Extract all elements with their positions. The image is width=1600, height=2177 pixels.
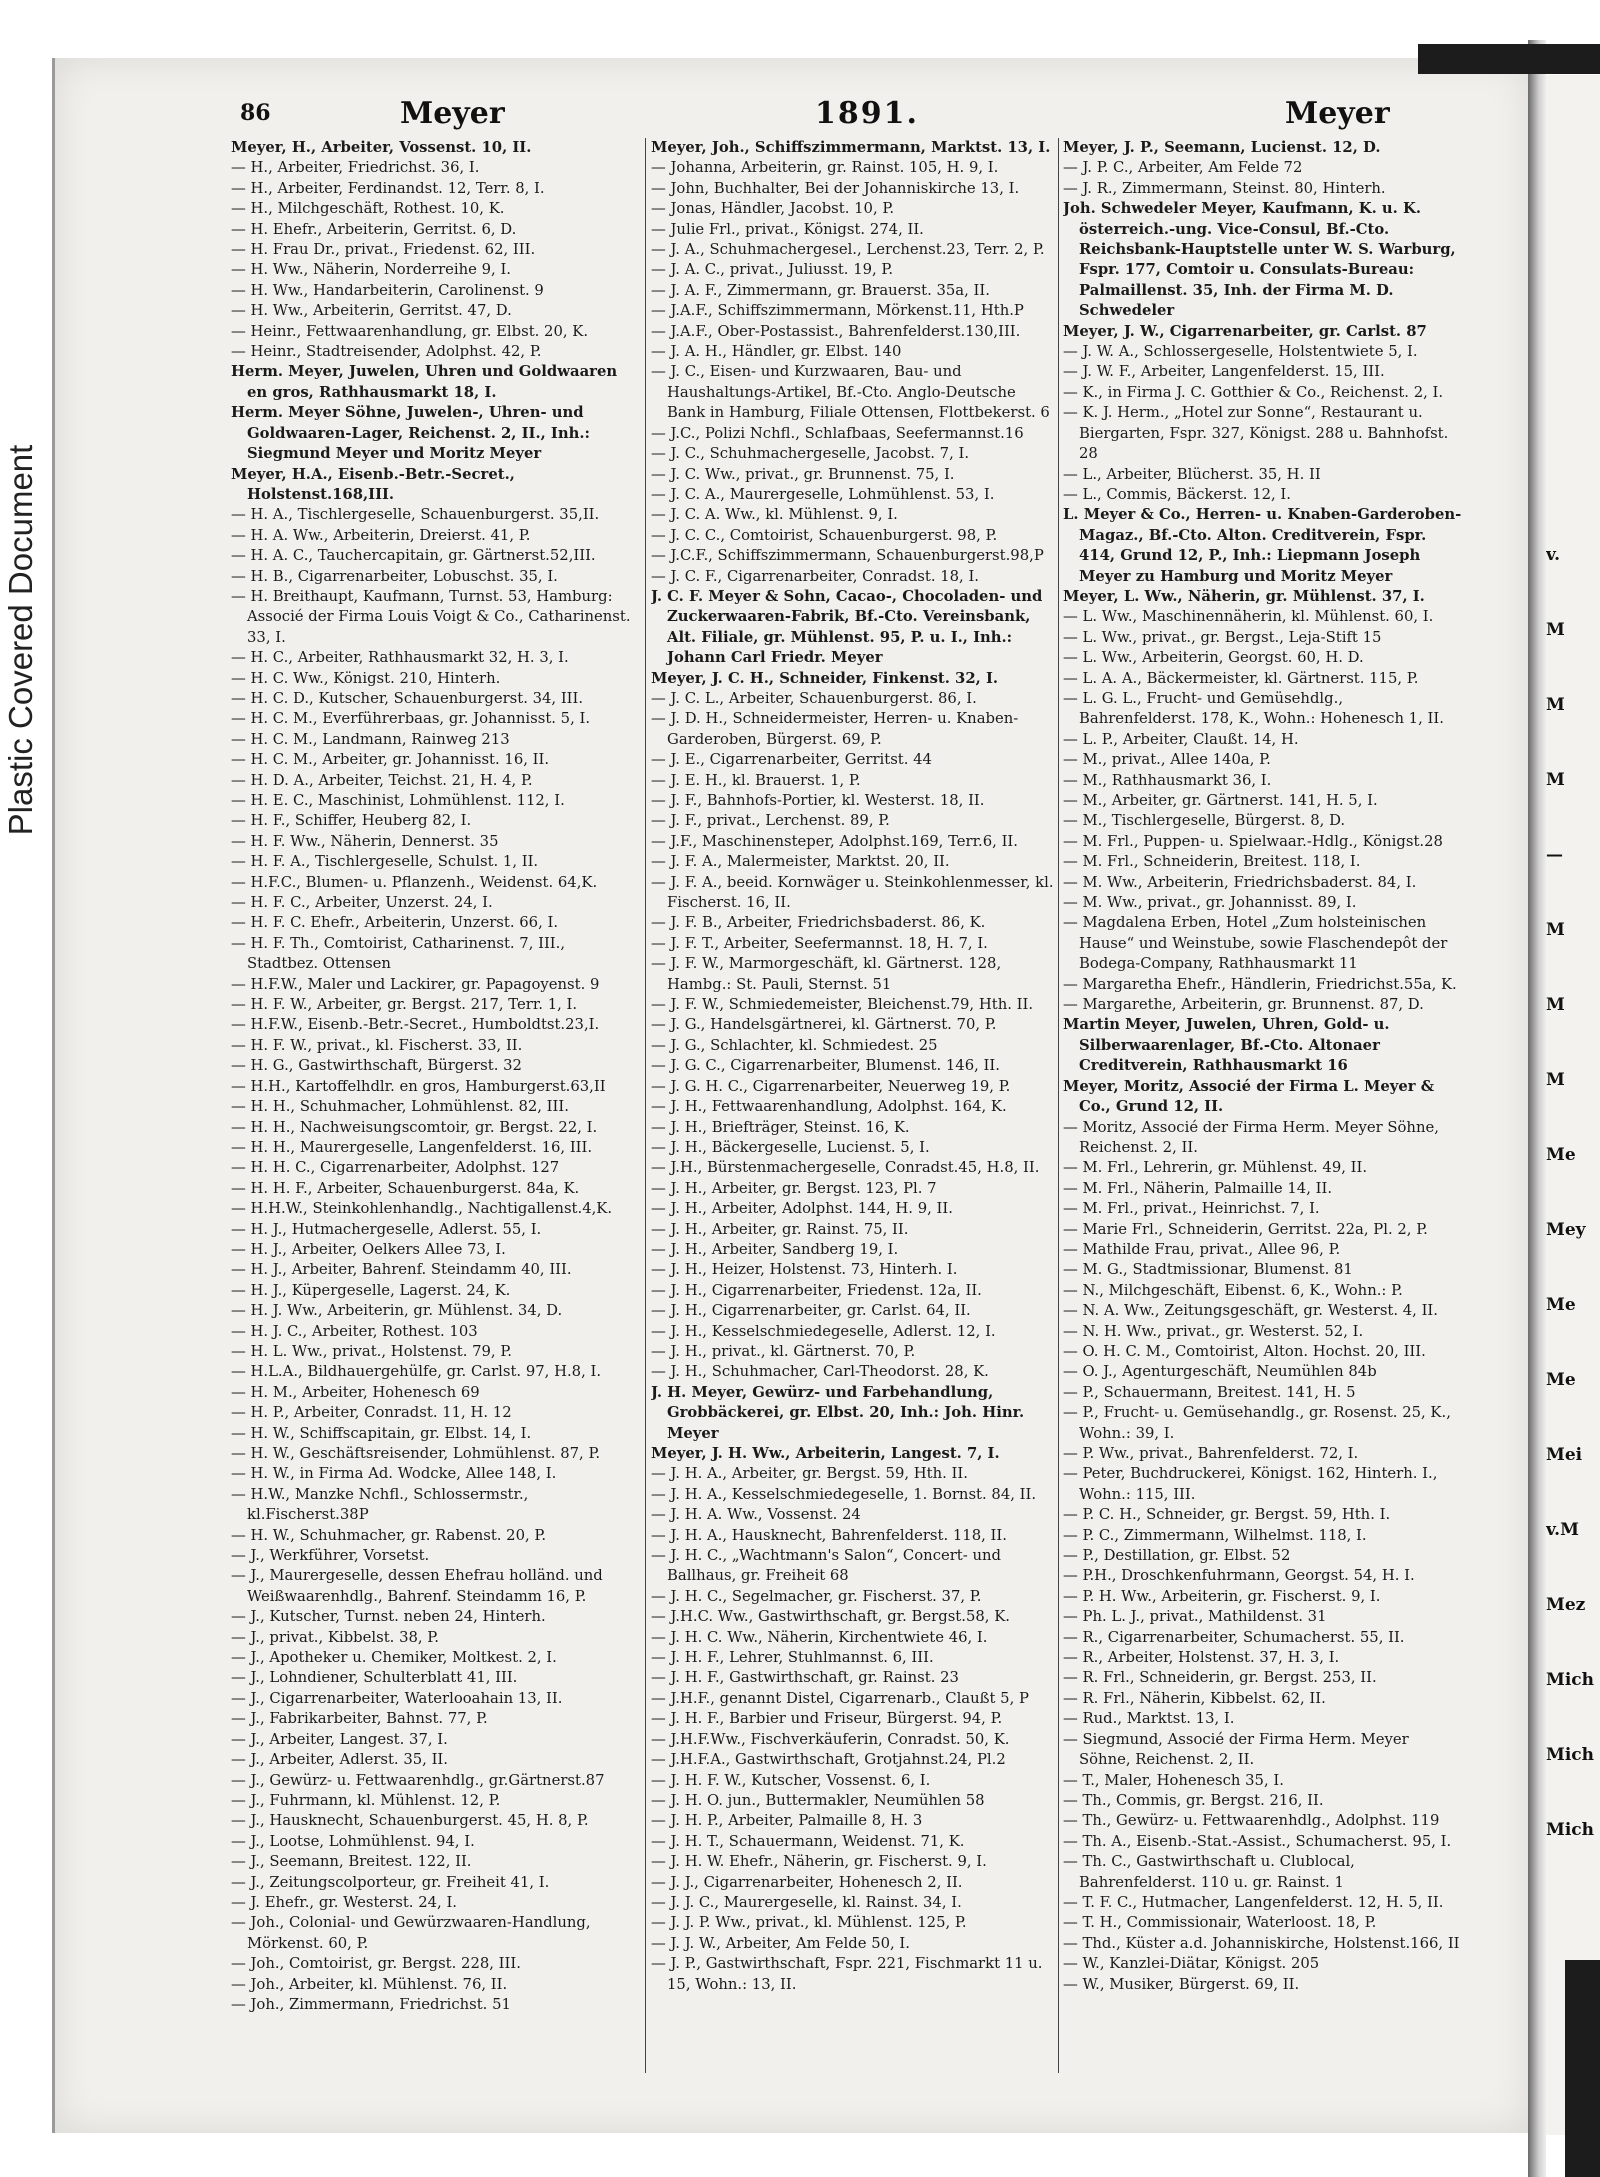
directory-entry: — H. C. M., Arbeiter, gr. Johannisst. 16, II. bbox=[231, 751, 550, 769]
next-page-fragment: Mei bbox=[1546, 1445, 1583, 1465]
directory-entry: — Th., Commis, gr. Bergst. 216, II. bbox=[1063, 1791, 1324, 1809]
running-head-left: Meyer bbox=[400, 96, 505, 131]
directory-entry: — J. G. H. C., Cigarrenarbeiter, Neuerweg 19, P. bbox=[651, 1077, 1011, 1095]
directory-entry: — L. Ww., Arbeiterin, Georgst. 60, H. D. bbox=[1063, 649, 1364, 667]
directory-entry: — J. H., Fettwaarenhandlung, Adolphst. 164, K. bbox=[651, 1098, 1007, 1116]
directory-entry: — Th. C., Gastwirthschaft u. Clublocal, Bahrenfelderst. 110 u. gr. Rainst. 1 bbox=[1063, 1853, 1355, 1891]
directory-entry: — H., Arbeiter, Friedrichst. 36, I. bbox=[231, 159, 480, 177]
directory-entry: — H. Frau Dr., privat., Friedenst. 62, III. bbox=[231, 241, 536, 259]
directory-entry: — Margaretha Ehefr., Händlerin, Friedrichst.55a, K. bbox=[1063, 975, 1457, 993]
directory-entry: — Margarethe, Arbeiterin, gr. Brunnenst. 87, D. bbox=[1063, 996, 1424, 1014]
directory-entry: — M. Frl., privat., Heinrichst. 7, I. bbox=[1063, 1200, 1320, 1218]
directory-entry: — H.F.C., Blumen- u. Pflanzenh., Weidenst. 64,K. bbox=[231, 873, 598, 891]
directory-entry: — H. W., Schuhmacher, gr. Rabenst. 20, P. bbox=[231, 1526, 547, 1544]
directory-entry: — H.W., Manzke Nchfl., Schlossermstr., kl.Fischerst.38P bbox=[231, 1485, 529, 1524]
directory-entry: — Siegmund, Associé der Firma Herm. Meyer Söhne, Reichenst. 2, II. bbox=[1063, 1730, 1409, 1769]
column-rule bbox=[1058, 138, 1059, 2073]
directory-entry: — Heinr., Stadtreisender, Adolphst. 42, P. bbox=[231, 343, 542, 361]
directory-entry: — J.A.F., Schiffszimmermann, Mörkenst.11, Hth.P bbox=[651, 302, 1024, 320]
directory-entry: — J. H. T., Schauermann, Weidenst. 71, K. bbox=[651, 1832, 965, 1850]
directory-entry: — H. C., Arbeiter, Rathhausmarkt 32, H. 3, I. bbox=[231, 649, 569, 667]
directory-entry: — J. F. W., Schmiedemeister, Bleichenst.79, Hth. II. bbox=[651, 996, 1034, 1014]
directory-entry: — H. F. A., Tischlergeselle, Schulst. 1, II. bbox=[231, 853, 539, 871]
directory-entry: — H. W., Geschäftsreisender, Lohmühlenst. 87, P. bbox=[231, 1445, 601, 1462]
document-page bbox=[52, 58, 1530, 2133]
directory-entry: — M., Tischlergeselle, Bürgerst. 8, D. bbox=[1063, 812, 1346, 830]
directory-entry: — J. H., Bäckergeselle, Lucienst. 5, I. bbox=[651, 1138, 930, 1156]
directory-entry: — J. F. T., Arbeiter, Seefermannst. 18, H. 7, I. bbox=[651, 934, 988, 952]
next-page-fragment: Mey bbox=[1546, 1220, 1586, 1240]
directory-entry: — H. F., Schiffer, Heuberg 82, I. bbox=[231, 812, 472, 830]
directory-entry: — J. H., Cigarrenarbeiter, gr. Carlst. 64, II. bbox=[651, 1302, 971, 1320]
next-page-fragment: Mez bbox=[1546, 1595, 1586, 1615]
directory-entry: Meyer, H., Arbeiter, Vossenst. 10, II. bbox=[231, 139, 532, 156]
directory-entry: — Rud., Marktst. 13, I. bbox=[1063, 1710, 1235, 1728]
directory-entry: — Moritz, Associé der Firma Herm. Meyer Söhne, Reichenst. 2, II. bbox=[1063, 1118, 1439, 1156]
directory-entry: — H. C. M., Everführerbaas, gr. Johannisst. 5, I. bbox=[231, 710, 591, 728]
directory-entry: — J., Lohndiener, Schulterblatt 41, III. bbox=[231, 1669, 518, 1687]
directory-entry: — J., Fuhrmann, kl. Mühlenst. 12, P. bbox=[231, 1791, 501, 1809]
directory-entry: — J. H. A. Ww., Vossenst. 24 bbox=[651, 1506, 861, 1524]
directory-entry: — H. J., Arbeiter, Oelkers Allee 73, I. bbox=[231, 1240, 506, 1258]
directory-entry: — H. B., Cigarrenarbeiter, Lobuschst. 35, I. bbox=[231, 567, 558, 585]
directory-entry: — H., Milchgeschäft, Rothest. 10, K. bbox=[231, 200, 505, 218]
directory-entry: — J. H. F., Lehrer, Stuhlmannst. 6, III. bbox=[651, 1649, 934, 1667]
column-rule bbox=[645, 138, 646, 2073]
directory-entry: Meyer, H.A., Eisenb.-Betr.-Secret., Holstenst.168,III. bbox=[231, 465, 515, 503]
directory-entry: — J. H. F., Barbier und Friseur, Bürgerst. 94, P. bbox=[651, 1710, 1003, 1728]
directory-entry: Meyer, L. Ww., Näherin, gr. Mühlenst. 37, I. bbox=[1063, 587, 1425, 605]
directory-entry: — J. F. A., beeid. Kornwäger u. Steinkohlenmesser, kl. Fischerst. 16, II. bbox=[651, 873, 1054, 912]
directory-entry: — J. J., Cigarrenarbeiter, Hohenesch 2, II. bbox=[651, 1873, 963, 1891]
directory-entry: — M., Arbeiter, gr. Gärtnerst. 141, H. 5, I. bbox=[1063, 792, 1378, 809]
directory-entry: — Julie Frl., privat., Königst. 274, II. bbox=[651, 220, 924, 238]
directory-entry: Herm. Meyer, Juwelen, Uhren und Goldwaaren en gros, Rathhausmarkt 18, I. bbox=[231, 363, 618, 401]
directory-entry: — H. J. Ww., Arbeiterin, gr. Mühlenst. 34, D. bbox=[231, 1302, 563, 1320]
directory-entry: — P.H., Droschkenfuhrmann, Georgst. 54, H. I. bbox=[1063, 1567, 1415, 1585]
directory-entry: — J. A., Schuhmachergesel., Lerchenst.23, Terr. 2, P. bbox=[651, 241, 1045, 259]
directory-entry: — O. J., Agenturgeschäft, Neumühlen 84b bbox=[1063, 1363, 1377, 1381]
directory-entry: — H. W., Schiffscapitain, gr. Elbst. 14, I. bbox=[231, 1424, 532, 1442]
directory-entry: — H. Ww., Näherin, Norderreihe 9, I. bbox=[231, 261, 511, 279]
directory-entry: — Joh., Zimmermann, Friedrichst. 51 bbox=[231, 1995, 511, 2013]
directory-entry: Herm. Meyer Söhne, Juwelen-, Uhren- und Goldwaaren-Lager, Reichenst. 2, II., Inh.: Siegmund Meyer und Moritz Meyer bbox=[231, 404, 590, 463]
directory-entry: — J.H., Bürstenmachergeselle, Conradst.45, H.8, II. bbox=[651, 1159, 1040, 1177]
side-label bbox=[0, 0, 42, 2177]
directory-entry: — J. C. A., Maurergeselle, Lohmühlenst. 53, I. bbox=[651, 485, 995, 503]
directory-entry: — H. Ww., Arbeiterin, Gerritst. 47, D. bbox=[231, 302, 512, 320]
next-page-fragment: Mich bbox=[1546, 1670, 1594, 1690]
directory-entry: — H. C. D., Kutscher, Schauenburgerst. 34, III. bbox=[231, 689, 584, 707]
directory-entry: — H. Breithaupt, Kaufmann, Turnst. 53, Hamburg: Associé der Firma Louis Voigt & Co., Catharinenst. 33, I. bbox=[231, 587, 631, 646]
directory-entry: — H. W., in Firma Ad. Wodcke, Allee 148, I. bbox=[231, 1465, 557, 1483]
directory-entry: — P. H. Ww., Arbeiterin, gr. Fischerst. 9, I. bbox=[1063, 1587, 1381, 1605]
directory-entry: — H. L. Ww., privat., Holstenst. 79, P. bbox=[231, 1342, 513, 1360]
directory-entry: — J. C. A. Ww., kl. Mühlenst. 9, I. bbox=[651, 506, 898, 524]
directory-entry: — M. Frl., Lehrerin, gr. Mühlenst. 49, II. bbox=[1063, 1159, 1368, 1177]
directory-entry: Meyer, J. C. H., Schneider, Finkenst. 32, I. bbox=[651, 669, 999, 687]
directory-entry: — J. H., Arbeiter, Adolphst. 144, H. 9, II. bbox=[651, 1200, 953, 1218]
directory-entry: — J. Ehefr., gr. Westerst. 24, I. bbox=[231, 1893, 457, 1911]
directory-entry: — N. A. Ww., Zeitungsgeschäft, gr. Westerst. 4, II. bbox=[1063, 1302, 1438, 1320]
directory-entry: — J.H.C. Ww., Gastwirthschaft, gr. Bergst.58, K. bbox=[651, 1608, 1010, 1626]
directory-entry: — H. F. W., Arbeiter, gr. Bergst. 217, Terr. 1, I. bbox=[231, 996, 578, 1014]
directory-entry: — H. A., Tischlergeselle, Schauenburgerst. 35,II. bbox=[231, 506, 600, 524]
directory-entry: — J. A. H., Händler, gr. Elbst. 140 bbox=[651, 343, 902, 361]
directory-entry: — Johanna, Arbeiterin, gr. Rainst. 105, H. 9, I. bbox=[651, 159, 999, 177]
directory-entry: — J. H. O. jun., Buttermakler, Neumühlen 58 bbox=[651, 1791, 985, 1809]
next-page-edge bbox=[1546, 75, 1600, 2135]
directory-entry: J. C. F. Meyer & Sohn, Cacao-, Chocoladen- und Zuckerwaaren-Fabrik, Bf.-Cto. Vereinsbank, Alt. Filiale, gr. Mühlenst. 95, P. u. I., Inh.: Johann Carl Friedr. Meyer bbox=[651, 587, 1043, 667]
directory-entry: — H. D. A., Arbeiter, Teichst. 21, H. 4, P. bbox=[231, 771, 533, 789]
directory-entry: — Marie Frl., Schneiderin, Gerritst. 22a, Pl. 2, P. bbox=[1063, 1220, 1428, 1238]
next-page-fragment: M bbox=[1546, 620, 1565, 640]
directory-entry: — J. H. A., Kesselschmiedegeselle, 1. Bornst. 84, II. bbox=[651, 1485, 1037, 1503]
directory-entry: — J. F., privat., Lerchenst. 89, P. bbox=[651, 812, 890, 830]
directory-column-2 bbox=[651, 138, 1056, 1995]
directory-entry: — J. H. F., Gastwirthschaft, gr. Rainst. 23 bbox=[651, 1669, 959, 1687]
directory-entry: — J. J. C., Maurergeselle, kl. Rainst. 34, I. bbox=[651, 1893, 962, 1911]
directory-entry: — Joh., Comtoirist, gr. Bergst. 228, III. bbox=[231, 1955, 521, 1973]
directory-entry: — L. P., Arbeiter, Claußt. 14, H. bbox=[1063, 730, 1299, 748]
directory-entry: — H. A. C., Tauchercapitain, gr. Gärtnerst.52,III. bbox=[231, 547, 596, 565]
directory-entry: — M. Frl., Näherin, Palmaille 14, II. bbox=[1063, 1179, 1333, 1197]
directory-entry: — P., Schauermann, Breitest. 141, H. 5 bbox=[1063, 1383, 1356, 1401]
directory-entry: — M. Frl., Schneiderin, Breitest. 118, I. bbox=[1063, 853, 1361, 871]
directory-entry: — R., Arbeiter, Holstenst. 37, H. 3, I. bbox=[1063, 1649, 1340, 1667]
directory-entry: — Magdalena Erben, Hotel „Zum holsteinischen Hause“ und Weinstube, sowie Flaschendepôt der Bodega-Company, Rathhausmarkt 11 bbox=[1063, 914, 1448, 973]
directory-entry: — J. C., Schuhmachergeselle, Jacobst. 7, I. bbox=[651, 445, 970, 463]
directory-entry: — K., in Firma J. C. Gotthier & Co., Reichenst. 2, I. bbox=[1063, 383, 1444, 401]
directory-entry: — H. J., Arbeiter, Bahrenf. Steindamm 40, III. bbox=[231, 1261, 572, 1279]
directory-entry: — Th. A., Eisenb.-Stat.-Assist., Schumacherst. 95, I. bbox=[1063, 1832, 1452, 1850]
directory-entry: — L. Ww., privat., gr. Bergst., Leja-Stift 15 bbox=[1063, 628, 1382, 646]
directory-entry: — J. G. C., Cigarrenarbeiter, Blumenst. 146, II. bbox=[651, 1057, 1000, 1075]
directory-entry: — H. A. Ww., Arbeiterin, Dreierst. 41, P. bbox=[231, 526, 531, 544]
directory-entry: — R., Cigarrenarbeiter, Schumacherst. 55, II. bbox=[1063, 1628, 1405, 1646]
directory-entry: — R. Frl., Schneiderin, gr. Bergst. 253, II. bbox=[1063, 1669, 1377, 1687]
directory-entry: Meyer, J. W., Cigarrenarbeiter, gr. Carlst. 87 bbox=[1063, 322, 1427, 340]
directory-entry: — H. J., Küpergeselle, Lagerst. 24, K. bbox=[231, 1281, 511, 1299]
directory-entry: — H. F. C. Ehefr., Arbeiterin, Unzerst. 66, I. bbox=[231, 914, 559, 932]
directory-entry: — J. J. P. Ww., privat., kl. Mühlenst. 125, P. bbox=[651, 1914, 967, 1932]
directory-entry: — P., Destillation, gr. Elbst. 52 bbox=[1063, 1547, 1291, 1565]
directory-entry: — J. H., Arbeiter, gr. Rainst. 75, II. bbox=[651, 1220, 909, 1238]
directory-entry: — J. W. F., Arbeiter, Langenfelderst. 15, III. bbox=[1063, 363, 1385, 381]
next-page-fragment: M bbox=[1546, 1070, 1565, 1090]
directory-entry: — J. H. P., Arbeiter, Palmaille 8, H. 3 bbox=[651, 1812, 923, 1830]
directory-entry: J. H. Meyer, Gewürz- und Farbehandlung, Grobbäckerei, gr. Elbst. 20, Inh.: Joh. Hinr. Meyer bbox=[651, 1383, 1025, 1442]
directory-entry: — J., Arbeiter, Adlerst. 35, II. bbox=[231, 1751, 448, 1769]
directory-entry: — J., Kutscher, Turnst. neben 24, Hinterh. bbox=[231, 1608, 546, 1626]
directory-entry: — J., Zeitungscolporteur, gr. Freiheit 41, I. bbox=[231, 1873, 550, 1891]
directory-entry: — J. G., Schlachter, kl. Schmiedest. 25 bbox=[651, 1036, 938, 1054]
directory-entry: — T. F. C., Hutmacher, Langenfelderst. 12, H. 5, II. bbox=[1063, 1893, 1444, 1911]
directory-entry: — H. F. C., Arbeiter, Unzerst. 24, I. bbox=[231, 894, 493, 912]
directory-entry: — H. E. C., Maschinist, Lohmühlenst. 112, I. bbox=[231, 792, 565, 809]
directory-entry: — J. H. C., Segelmacher, gr. Fischerst. 37, P. bbox=[651, 1587, 982, 1605]
directory-entry: — Ph. L. J., privat., Mathildenst. 31 bbox=[1063, 1608, 1327, 1626]
directory-entry: — H., Arbeiter, Ferdinandst. 12, Terr. 8, I. bbox=[231, 179, 545, 197]
directory-entry: — J., Hausknecht, Schauenburgerst. 45, H. 8, P. bbox=[231, 1812, 589, 1830]
directory-entry: — J.H.F., genannt Distel, Cigarrenarb., Claußt 5, P bbox=[651, 1689, 1029, 1707]
directory-entry: — J., Maurergeselle, dessen Ehefrau holländ. und Weißwaarenhdlg., Bahrenf. Steindamm 16, P. bbox=[231, 1567, 603, 1605]
running-head-year: 1891. bbox=[815, 96, 919, 131]
directory-entry: — H. C. M., Landmann, Rainweg 213 bbox=[231, 730, 510, 748]
directory-entry: — J. F., Bahnhofs-Portier, kl. Westerst. 18, II. bbox=[651, 792, 985, 809]
directory-entry: — Thd., Küster a.d. Johanniskirche, Holstenst.166, II bbox=[1063, 1934, 1460, 1952]
directory-entry: — Heinr., Fettwaarenhandlung, gr. Elbst. 20, K. bbox=[231, 322, 589, 340]
directory-entry: — J., Lootse, Lohmühlenst. 94, I. bbox=[231, 1832, 475, 1850]
directory-entry: — P. C., Zimmermann, Wilhelmst. 118, I. bbox=[1063, 1526, 1367, 1544]
directory-entry: — P. C. H., Schneider, gr. Bergst. 59, Hth. I. bbox=[1063, 1506, 1391, 1524]
directory-entry: — J. E., Cigarrenarbeiter, Gerritst. 44 bbox=[651, 751, 932, 769]
directory-entry: — T., Maler, Hohenesch 35, I. bbox=[1063, 1771, 1284, 1789]
directory-entry: — Joh., Arbeiter, kl. Mühlenst. 76, II. bbox=[231, 1975, 508, 1993]
directory-entry: Joh. Schwedeler Meyer, Kaufmann, K. u. K. österreich.-ung. Vice-Consul, Bf.-Cto. Reichsbank-Hauptstelle unter W. S. Warburg, Fspr. 177, Comtoir u. Consulats-Bureau: Palmaillenst. 35, Inh. der Firma M. D. Schwedeler bbox=[1063, 200, 1456, 320]
directory-entry: — H. J. C., Arbeiter, Rothest. 103 bbox=[231, 1322, 478, 1340]
directory-entry: — Peter, Buchdruckerei, Königst. 162, Hinterh. I., Wohn.: 115, III. bbox=[1063, 1465, 1438, 1503]
directory-entry: — J. H. W. Ehefr., Näherin, gr. Fischerst. 9, I. bbox=[651, 1853, 987, 1871]
binding-tab-bottom bbox=[1565, 1960, 1600, 2177]
directory-entry: — M. Ww., Arbeiterin, Friedrichsbaderst. 84, I. bbox=[1063, 873, 1417, 891]
directory-entry: — H.F.W., Maler und Lackirer, gr. Papagoyenst. 9 bbox=[231, 975, 600, 993]
directory-entry: — L. A. A., Bäckermeister, kl. Gärtnerst. 115, P. bbox=[1063, 669, 1419, 687]
directory-entry: — J., Seemann, Breitest. 122, II. bbox=[231, 1853, 472, 1871]
directory-entry: — J. H., Arbeiter, gr. Bergst. 123, Pl. 7 bbox=[651, 1179, 937, 1197]
directory-entry: — H. Ehefr., Arbeiterin, Gerritst. 6, D. bbox=[231, 220, 517, 238]
directory-entry: — J. R., Zimmermann, Steinst. 80, Hinterh. bbox=[1063, 179, 1386, 197]
directory-entry: — J. H. A., Hausknecht, Bahrenfelderst. 118, II. bbox=[651, 1526, 1007, 1544]
directory-entry: — J.H.F.A., Gastwirthschaft, Grotjahnst.24, Pl.2 bbox=[651, 1751, 1006, 1769]
next-page-fragment: Me bbox=[1546, 1370, 1576, 1390]
directory-entry: — N., Milchgeschäft, Eibenst. 6, K., Wohn.: P. bbox=[1063, 1281, 1403, 1299]
directory-entry: — Th., Gewürz- u. Fettwaarenhdlg., Adolphst. 119 bbox=[1063, 1812, 1440, 1830]
directory-entry: — M., privat., Allee 140a, P. bbox=[1063, 751, 1271, 769]
directory-entry: — J. H., privat., kl. Gärtnerst. 70, P. bbox=[651, 1342, 916, 1360]
next-page-fragment: M bbox=[1546, 920, 1565, 940]
binding-tab-top bbox=[1418, 44, 1600, 74]
directory-entry: — H. P., Arbeiter, Conradst. 11, H. 12 bbox=[231, 1404, 512, 1422]
directory-entry: — N. H. Ww., privat., gr. Westerst. 52, I. bbox=[1063, 1322, 1364, 1340]
directory-entry: — Jonas, Händler, Jacobst. 10, P. bbox=[651, 200, 895, 218]
directory-entry: Meyer, Moritz, Associé der Firma L. Meyer & Co., Grund 12, II. bbox=[1063, 1077, 1435, 1116]
page-number: 86 bbox=[240, 100, 271, 126]
directory-entry: — H. Ww., Handarbeiterin, Carolinenst. 9 bbox=[231, 281, 544, 299]
directory-entry: — L., Arbeiter, Blücherst. 35, H. II bbox=[1063, 465, 1321, 483]
directory-entry: — J., Cigarrenarbeiter, Waterlooahain 13, II. bbox=[231, 1689, 563, 1707]
directory-entry: — H. F. Th., Comtoirist, Catharinenst. 7, III., Stadtbez. Ottensen bbox=[231, 934, 566, 973]
directory-entry: — H. M., Arbeiter, Hohenesch 69 bbox=[231, 1383, 480, 1401]
directory-entry: — J., Arbeiter, Langest. 37, I. bbox=[231, 1730, 448, 1748]
directory-entry: — J. H., Heizer, Holstenst. 73, Hinterh. I. bbox=[651, 1261, 958, 1279]
directory-entry: — H.L.A., Bildhauergehülfe, gr. Carlst. 97, H.8, I. bbox=[231, 1363, 602, 1381]
directory-entry: — J., Fabrikarbeiter, Bahnst. 77, P. bbox=[231, 1710, 488, 1728]
directory-entry: — L., Commis, Bäckerst. 12, I. bbox=[1063, 485, 1291, 503]
directory-entry: — H. G., Gastwirthschaft, Bürgerst. 32 bbox=[231, 1057, 522, 1075]
directory-entry: — John, Buchhalter, Bei der Johanniskirche 13, I. bbox=[651, 179, 1020, 197]
directory-entry: Meyer, J. P., Seemann, Lucienst. 12, D. bbox=[1063, 139, 1381, 156]
directory-entry: — J. F. B., Arbeiter, Friedrichsbaderst. 86, K. bbox=[651, 914, 986, 932]
directory-entry: — M. G., Stadtmissionar, Blumenst. 81 bbox=[1063, 1261, 1353, 1279]
directory-entry: — H. H., Maurergeselle, Langenfelderst. 16, III. bbox=[231, 1138, 593, 1156]
directory-entry: — H. F. Ww., Näherin, Dennerst. 35 bbox=[231, 832, 499, 850]
next-page-fragment: Me bbox=[1546, 1295, 1576, 1315]
directory-entry: — H. H. F., Arbeiter, Schauenburgerst. 84a, K. bbox=[231, 1179, 580, 1197]
directory-entry: — W., Musiker, Bürgerst. 69, II. bbox=[1063, 1975, 1300, 1993]
directory-entry: — J. C. C., Comtoirist, Schauenburgerst. 98, P. bbox=[651, 526, 998, 544]
directory-entry: — H. H. C., Cigarrenarbeiter, Adolphst. 127 bbox=[231, 1159, 560, 1177]
directory-column-3 bbox=[1063, 138, 1463, 1995]
directory-entry: — L. G. L., Frucht- und Gemüsehdlg., Bahrenfelderst. 178, K., Wohn.: Hohenesch 1, II. bbox=[1063, 689, 1444, 728]
directory-entry: — J. H., Schuhmacher, Carl-Theodorst. 28, K. bbox=[651, 1363, 989, 1381]
directory-entry: — R. Frl., Näherin, Kibbelst. 62, II. bbox=[1063, 1689, 1326, 1707]
directory-entry: — T. H., Commissionair, Waterloost. 18, P. bbox=[1063, 1914, 1377, 1932]
next-page-fragment: Me bbox=[1546, 1145, 1576, 1165]
directory-entry: — J. P. C., Arbeiter, Am Felde 72 bbox=[1063, 159, 1303, 177]
directory-entry: — J., Apotheker u. Chemiker, Moltkest. 2, I. bbox=[231, 1649, 557, 1667]
directory-entry: Martin Meyer, Juwelen, Uhren, Gold- u. Silberwaarenlager, Bf.-Cto. Altonaer Creditverein, Rathhausmarkt 16 bbox=[1063, 1016, 1390, 1075]
directory-entry: — W., Kanzlei-Diätar, Königst. 205 bbox=[1063, 1955, 1320, 1973]
directory-entry: — J. C. L., Arbeiter, Schauenburgerst. 86, I. bbox=[651, 689, 977, 707]
next-page-fragment: Mich bbox=[1546, 1820, 1594, 1840]
directory-entry: — J.F., Maschinensteper, Adolphst.169, Terr.6, II. bbox=[651, 832, 1018, 850]
next-page-fragment: — bbox=[1546, 845, 1563, 865]
directory-entry: — J., privat., Kibbelst. 38, P. bbox=[231, 1628, 439, 1646]
directory-entry: — H. J., Hutmachergeselle, Adlerst. 55, I. bbox=[231, 1220, 542, 1238]
directory-entry: — M., Rathhausmarkt 36, I. bbox=[1063, 771, 1272, 789]
directory-entry: — H.H.W., Steinkohlenhandlg., Nachtigallenst.4,K. bbox=[231, 1200, 613, 1218]
directory-column-1 bbox=[231, 138, 639, 2015]
directory-entry: — J. P., Gastwirthschaft, Fspr. 221, Fischmarkt 11 u. 15, Wohn.: 13, II. bbox=[651, 1955, 1043, 1993]
next-page-fragment: v.M bbox=[1546, 1520, 1579, 1540]
directory-entry: — J. F. W., Marmorgeschäft, kl. Gärtnerst. 128, Hambg.: St. Pauli, Sternst. 51 bbox=[651, 955, 1002, 993]
directory-entry: — J. H., Briefträger, Steinst. 16, K. bbox=[651, 1118, 910, 1136]
directory-entry: L. Meyer & Co., Herren- u. Knaben-Garderoben-Magaz., Bf.-Cto. Alton. Creditverein, Fspr. 414, Grund 12, P., Inh.: Liepmann Joseph Meyer zu Hamburg und Moritz Meyer bbox=[1063, 506, 1462, 585]
directory-entry: — M. Frl., Puppen- u. Spielwaar.-Hdlg., Königst.28 bbox=[1063, 832, 1443, 850]
directory-entry: — J. C., Eisen- und Kurzwaaren, Bau- und Haushaltungs-Artikel, Bf.-Cto. Anglo-Deutsche Bank in Hamburg, Filiale Ottensen, Flottbekerst. 6 bbox=[651, 363, 1050, 422]
directory-entry: — J. H., Kesselschmiedegeselle, Adlerst. 12, I. bbox=[651, 1322, 996, 1340]
directory-entry: — H. H., Nachweisungscomtoir, gr. Bergst. 22, I. bbox=[231, 1118, 598, 1136]
directory-entry: — J. H. C. Ww., Näherin, Kirchentwiete 46, I. bbox=[651, 1628, 988, 1646]
directory-entry: — M. Ww., privat., gr. Johannisst. 89, I. bbox=[1063, 894, 1357, 912]
side-label-text: Plastic Covered Document bbox=[2, 444, 39, 836]
directory-entry: — H. F. W., privat., kl. Fischerst. 33, II. bbox=[231, 1036, 523, 1054]
directory-entry: — J. D. H., Schneidermeister, Herren- u. Knaben-Garderoben, Bürgerst. 69, P. bbox=[651, 710, 1019, 748]
directory-entry: — H. H., Schuhmacher, Lohmühlenst. 82, III. bbox=[231, 1098, 569, 1116]
directory-entry: — J.C.F., Schiffszimmermann, Schauenburgerst.98,P bbox=[651, 547, 1044, 565]
next-page-fragment: M bbox=[1546, 770, 1565, 790]
next-page-fragment: M bbox=[1546, 695, 1565, 715]
directory-entry: — J. H., Arbeiter, Sandberg 19, I. bbox=[651, 1240, 899, 1258]
next-page-fragment: M bbox=[1546, 995, 1565, 1015]
directory-entry: — J. H. C., „Wachtmann's Salon“, Concert- und Ballhaus, gr. Freiheit 68 bbox=[651, 1547, 1001, 1585]
page-header bbox=[55, 96, 1530, 136]
directory-entry: — J. H. F. W., Kutscher, Vossenst. 6, I. bbox=[651, 1771, 931, 1789]
directory-entry: Meyer, Joh., Schiffszimmermann, Marktst. 13, I. bbox=[651, 139, 1051, 156]
directory-entry: Meyer, J. H. Ww., Arbeiterin, Langest. 7, I. bbox=[651, 1445, 1000, 1462]
directory-entry: — H.F.W., Eisenb.-Betr.-Secret., Humboldtst.23,I. bbox=[231, 1016, 600, 1034]
directory-entry: — J. W. A., Schlossergeselle, Holstentwiete 5, I. bbox=[1063, 343, 1418, 361]
directory-entry: — J. A. F., Zimmermann, gr. Brauerst. 35a, II. bbox=[651, 281, 990, 299]
book-gutter bbox=[1528, 40, 1546, 2177]
directory-entry: — J. H. A., Arbeiter, gr. Bergst. 59, Hth. II. bbox=[651, 1465, 968, 1483]
directory-entry: — O. H. C. M., Comtoirist, Alton. Hochst. 20, III. bbox=[1063, 1342, 1426, 1360]
next-page-fragment: v. bbox=[1546, 545, 1561, 565]
directory-entry: — J. H., Cigarrenarbeiter, Friedenst. 12a, II. bbox=[651, 1281, 982, 1299]
directory-entry: — P., Frucht- u. Gemüsehandlg., gr. Rosenst. 25, K., Wohn.: 39, I. bbox=[1063, 1404, 1451, 1442]
directory-entry: — Joh., Colonial- und Gewürzwaaren-Handlung, Mörkenst. 60, P. bbox=[231, 1914, 591, 1952]
directory-entry: — H.H., Kartoffelhdlr. en gros, Hamburgerst.63,II bbox=[231, 1077, 606, 1095]
directory-entry: — H. C. Ww., Königst. 210, Hinterh. bbox=[231, 669, 501, 687]
directory-entry: — J.H.F.Ww., Fischverkäuferin, Conradst. 50, K. bbox=[651, 1730, 1010, 1748]
directory-entry: — K. J. Herm., „Hotel zur Sonne“, Restaurant u. Biergarten, Fspr. 327, Königst. 288 u. Bahnhofst. 28 bbox=[1063, 404, 1449, 463]
directory-entry: — J. E. H., kl. Brauerst. 1, P. bbox=[651, 771, 861, 789]
directory-entry: — L. Ww., Maschinennäherin, kl. Mühlenst. 60, I. bbox=[1063, 608, 1434, 626]
directory-entry: — J. C. Ww., privat., gr. Brunnenst. 75, I. bbox=[651, 465, 955, 483]
directory-entry: — J., Gewürz- u. Fettwaarenhdlg., gr.Gärtnerst.87 bbox=[231, 1771, 605, 1789]
directory-entry: — J. A. C., privat., Juliusst. 19, P. bbox=[651, 261, 894, 279]
directory-entry: — Mathilde Frau, privat., Allee 96, P. bbox=[1063, 1240, 1341, 1258]
directory-entry: — J., Werkführer, Vorsetst. bbox=[231, 1547, 430, 1565]
running-head-right: Meyer bbox=[1285, 96, 1390, 131]
directory-entry: — J. J. W., Arbeiter, Am Felde 50, I. bbox=[651, 1934, 910, 1952]
next-page-fragment: Mich bbox=[1546, 1745, 1594, 1765]
directory-entry: — J. F. A., Malermeister, Marktst. 20, II. bbox=[651, 853, 950, 871]
directory-entry: — P. Ww., privat., Bahrenfelderst. 72, I. bbox=[1063, 1445, 1359, 1462]
directory-entry: — J.C., Polizi Nchfl., Schlafbaas, Seefermannst.16 bbox=[651, 424, 1024, 442]
directory-entry: — J. G., Handelsgärtnerei, kl. Gärtnerst. 70, P. bbox=[651, 1016, 997, 1034]
directory-entry: — J.A.F., Ober-Postassist., Bahrenfelderst.130,III. bbox=[651, 322, 1021, 340]
directory-entry: — J. C. F., Cigarrenarbeiter, Conradst. 18, I. bbox=[651, 567, 980, 585]
